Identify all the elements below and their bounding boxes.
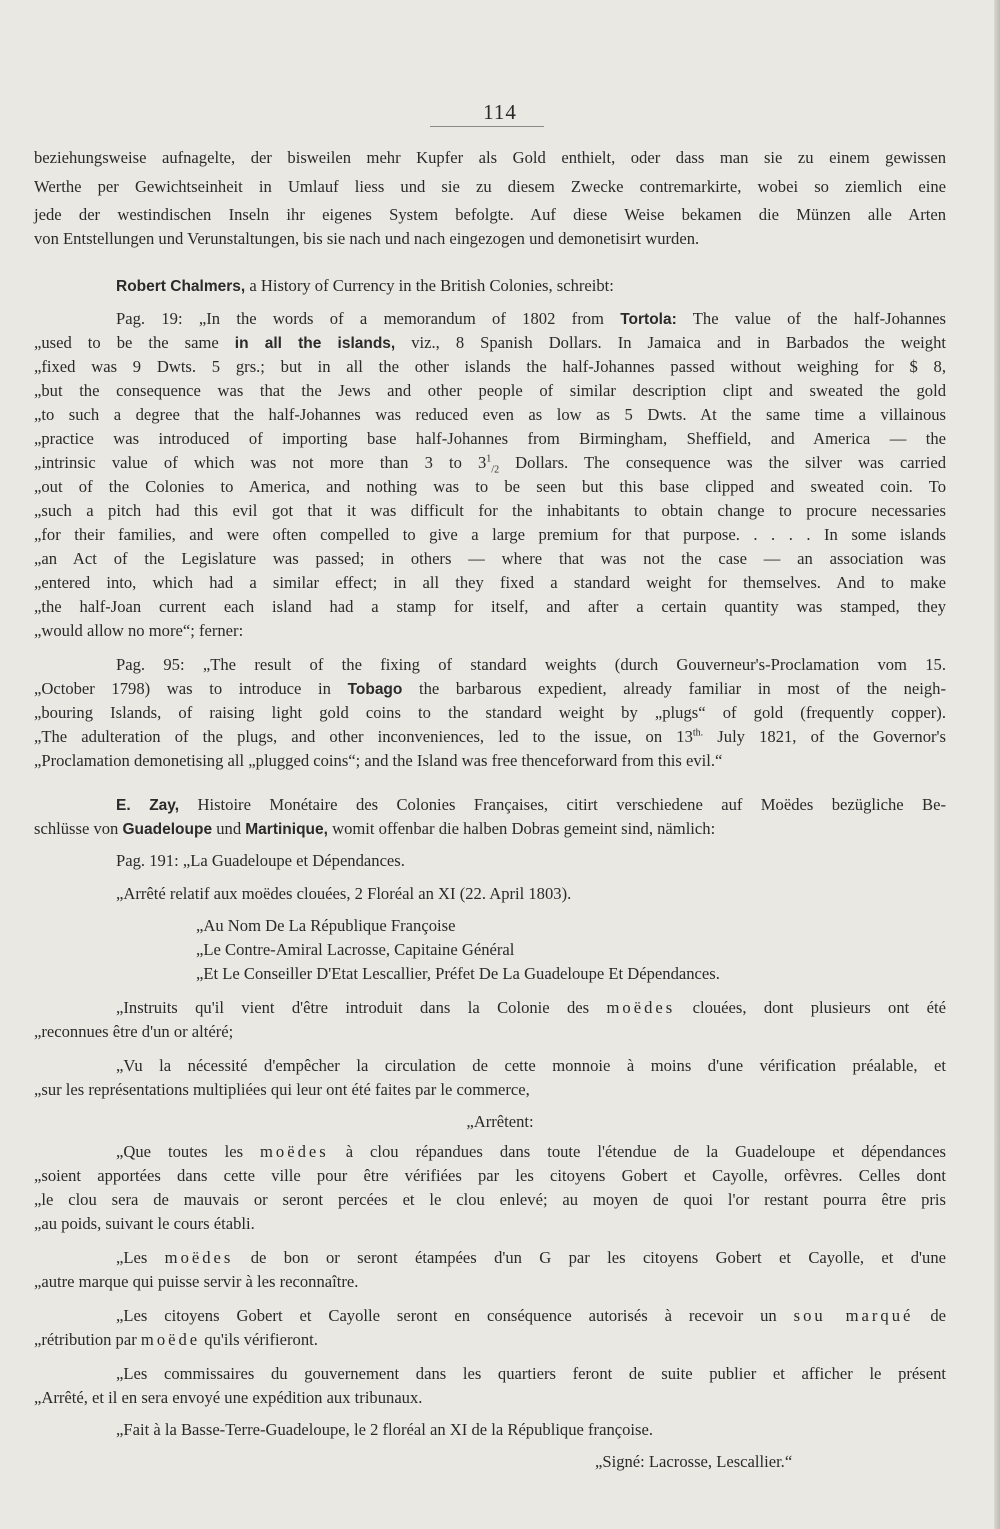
citation-line	[116, 276, 946, 297]
text-line: „entered into, which had a similar effect; in all they fixed a standard weight for themselves. And to make	[34, 573, 946, 592]
text-span: und	[212, 819, 246, 838]
text-line: „Proclamation demonetising all „plugged coins“; and the Island was free thenceforward from this evil.“	[34, 751, 723, 770]
text-line: „to such a degree that the half-Johannes was reduced even as low as 5 Dwts. At the same time a villainous	[34, 405, 946, 424]
text-line: „Et Le Conseiller D'Etat Lescallier, Préfet De La Guadeloupe Et Dépendances.	[196, 964, 720, 983]
page-number: 114	[483, 100, 517, 124]
text-span: „rétribution par	[34, 1330, 141, 1349]
text-line: „Le Contre-Amiral Lacrosse, Capitaine Général	[196, 940, 515, 959]
text-line	[116, 1248, 946, 1268]
text-line: jede der westindischen Inseln ihr eigenes System befolgte. Auf diese Weise bekamen die Münzen alle Arten	[34, 205, 946, 224]
text-line: „Au Nom De La République Françoise	[196, 916, 456, 935]
text-line: „Fait à la Basse-Terre-Guadeloupe, le 2 floréal an XI de la République françoise.	[116, 1420, 653, 1439]
header-rule	[430, 126, 544, 127]
text-line: „reconnues être d'un or altéré;	[34, 1022, 234, 1041]
text-line	[34, 679, 946, 700]
place-name: Tobago	[347, 681, 403, 698]
text-line: Pag. 95: „The result of the fixing of standard weights (durch Gouverneur's-Proclamation vom 15.	[116, 655, 946, 674]
text-span: de	[913, 1306, 946, 1325]
text-line: „would allow no more“; ferner:	[34, 621, 244, 640]
text-span: „October 1798) was to introduce in	[34, 679, 348, 698]
text-line	[116, 1142, 946, 1162]
text-line	[116, 1306, 946, 1326]
place-name: Tortola:	[620, 311, 677, 328]
text-span: „Les	[116, 1248, 165, 1267]
text-span: Dollars. The consequence was the silver was carried	[499, 453, 946, 472]
text-line	[34, 1330, 946, 1350]
superscript: th.	[692, 727, 704, 739]
text-span: „Que toutes les	[116, 1142, 261, 1161]
text-line: „but the consequence was that the Jews and other people of similar description clipt and sweated the gold	[34, 381, 946, 400]
text-line: Pag. 191: „La Guadeloupe et Dépendances.	[116, 851, 405, 870]
text-line: „le clou sera de mauvais or seront percées et le clou enlevé; au moyen de quoi l'or restant pourra être pris	[34, 1190, 946, 1209]
author-name: Robert Chalmers,	[116, 278, 246, 295]
text-span: „Les citoyens Gobert et Cayolle seront en conséquence autorisés à recevoir un	[116, 1306, 794, 1325]
text-line: „practice was introduced of importing base half-Johannes from Birmingham, Sheffield, and America — the	[34, 429, 946, 448]
text-line: „the half-Joan current each island had a stamp for itself, and after a certain quantity was stamped, they	[34, 597, 946, 616]
author-name: E. Zay,	[116, 797, 180, 814]
page-edge	[994, 0, 1000, 1529]
text-line: „sur les représentations multipliées qui leur ont été faites par le commerce,	[34, 1080, 530, 1099]
text-span: „used to be the same	[34, 333, 235, 352]
text-line: Werthe per Gewichtseinheit in Umlauf liess und sie zu diesem Zwecke contremarkirte, wobei so ziemlich eine	[34, 177, 946, 196]
text-line: „fixed was 9 Dwts. 5 grs.; but in all the other islands the half-Johannes passed without weighing for $ 8,	[34, 357, 946, 376]
text-span: à clou répandues dans toute l'étendue de la Guadeloupe et dépendances	[328, 1142, 946, 1161]
text-span: „intrinsic value of which was not more than 3 to 3	[34, 453, 487, 472]
spaced-text: moëdes	[164, 1248, 234, 1267]
text-line: „Arrêté, et il en sera envoyé une expédition aux tribunaux.	[34, 1388, 423, 1407]
text-line	[116, 998, 946, 1018]
text-line: „Vu la nécessité d'empêcher la circulation de cette monnoie à moins d'une vérification préalable, et	[116, 1056, 946, 1075]
text-span: „Instruits qu'il vient d'être introduit dans la Colonie des	[116, 998, 607, 1017]
text-line: „Les commissaires du gouvernement dans les quartiers feront de suite publier et afficher le présent	[116, 1364, 946, 1383]
place-name: Martinique,	[245, 821, 328, 838]
text-span: a History of Currency in the British Colonies, schreibt:	[245, 276, 614, 295]
text-line: „out of the Colonies to America, and nothing was to be seen but this base clipped and sweated coin. To	[34, 477, 946, 496]
text-span: July 1821, of the Governor's	[703, 727, 946, 746]
text-span: viz., 8 Spanish Dollars. In Jamaica and in Barbados the weight	[395, 333, 946, 352]
text-line: „for their families, and were often compelled to give a large premium for that purpose. . . . . In some islands	[34, 525, 946, 544]
spaced-text: moëde	[140, 1330, 201, 1349]
text-line: „autre marque qui puisse servir à les reconnaître.	[34, 1272, 359, 1291]
emphasis-text: in all the islands,	[234, 335, 396, 352]
subscript: /2	[491, 464, 500, 476]
signature-line: „Signé: Lacrosse, Lescallier.“	[595, 1452, 793, 1471]
text-span: clouées, dont plusieurs ont été	[675, 998, 946, 1017]
text-span: womit offenbar die halben Dobras gemeint sind, nämlich:	[327, 819, 716, 838]
text-line: „soient apportées dans cette ville pour être vérifiées par les citoyens Gobert et Cayolle, orfèvres. Celles dont	[34, 1166, 946, 1185]
text-line: von Entstellungen und Verunstaltungen, bis sie nach und nach eingezogen und demonetisirt wurden.	[34, 229, 700, 248]
text-line: „bouring Islands, of raising light gold coins to the standard weight by „plugs“ of gold (frequently copper).	[34, 703, 946, 722]
text-span: The value of the half-Johannes	[676, 309, 946, 328]
text-span: Histoire Monétaire des Colonies Françaises, citirt verschiedene auf Moëdes bezügliche Be-	[179, 795, 946, 814]
spaced-text: moëdes	[606, 998, 676, 1017]
text-span: the barbarous expedient, already familiar in most of the neigh-	[402, 679, 946, 698]
text-line: „Arrêté relatif aux moëdes clouées, 2 Floréal an XI (22. April 1803).	[116, 884, 572, 903]
text-span: Pag. 19: „In the words of a memorandum of 1802 from	[116, 309, 621, 328]
text-line: „an Act of the Legislature was passed; in others — where that was not the case — an association was	[34, 549, 946, 568]
text-line	[34, 333, 946, 354]
text-line: „au poids, suivant le cours établi.	[34, 1214, 255, 1233]
text-span: „The adulteration of the plugs, and other inconveniences, led to the issue, on 13	[34, 727, 693, 746]
text-line	[116, 309, 946, 330]
spaced-text: moëdes	[260, 1142, 329, 1161]
text-line	[34, 819, 946, 840]
superscript: 1	[486, 453, 492, 465]
text-line: „such a pitch had this evil got that it was difficult for the inhabitants to obtain change to procure necessaries	[34, 501, 946, 520]
text-line	[34, 727, 946, 747]
text-line: beziehungsweise aufnagelte, der bisweilen mehr Kupfer als Gold enthielt, oder dass man sie zu einem gewissen	[34, 148, 946, 167]
text-span: qu'ils vérifieront.	[200, 1330, 318, 1349]
text-span: schlüsse von	[34, 819, 123, 838]
text-span: de bon or seront étampées d'un G par les citoyens Gobert et Cayolle, et d'une	[233, 1248, 946, 1267]
section-heading: „Arrêtent:	[466, 1112, 534, 1131]
spaced-text: sou marqué	[793, 1306, 914, 1325]
text-line	[116, 795, 946, 816]
place-name: Guadeloupe	[122, 821, 213, 838]
text-line	[34, 453, 946, 476]
